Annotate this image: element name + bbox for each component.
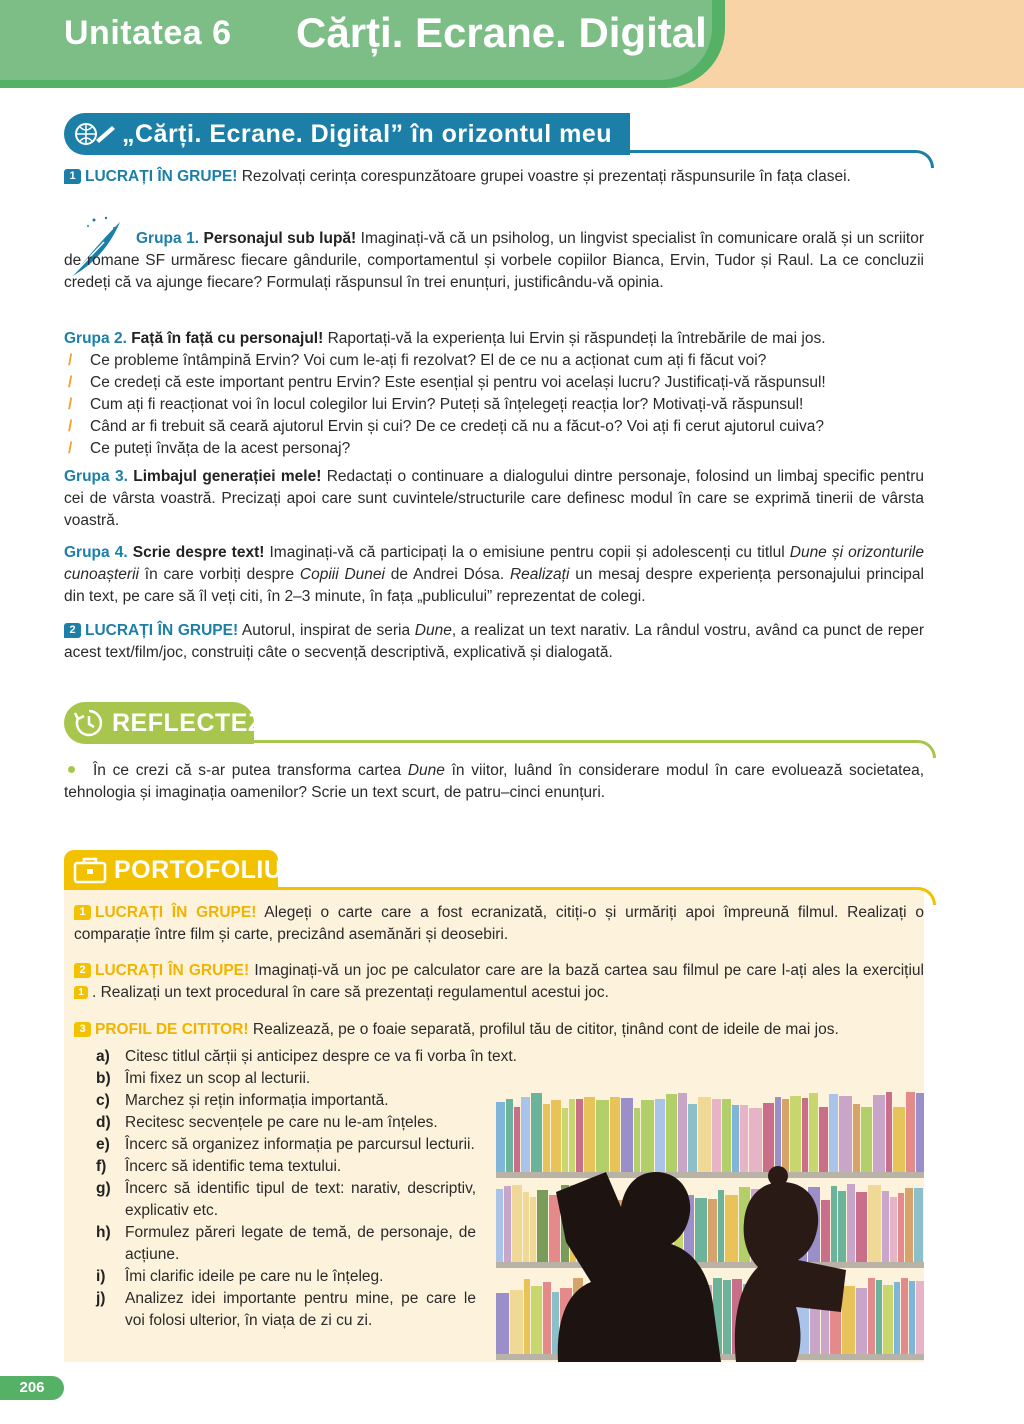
book-spine [802,1098,808,1172]
grupa-4 [64,542,924,608]
list-item [96,1068,476,1090]
instruction-label: LUCRAȚI ÎN GRUPE! [95,962,250,979]
book-spine [839,1096,852,1172]
group-label: Grupa 1. [136,230,200,247]
group-text: Redactați o continuare a dialogului dintre personaje, folosind un limbaj specific pentru cei de vârsta voastră. Precizați apoi care sunt cuvintele/structurile care definesc modul în care se exprimă tinerii de vârsta voastră. [64,468,925,529]
book-spine [695,1198,707,1262]
instruction-text: , a realizat un text narativ. La rândul vostru, având ca punct de reper acest text/film/joc, construiți câte o secvență descriptivă, explicativă și dialogată. [64,622,924,661]
item-text: Recitesc secvențele pe care nu le-am înțeles. [125,1114,438,1131]
item-letter: h) [96,1224,111,1241]
reflect-text: în viitor, luând în considerare modul în care evoluează societatea, tehnologia și imaginația oamenilor? Scrie un text scurt, de patru–cinci enunțuri. [64,762,925,801]
bookshelf-graphic [496,1092,924,1362]
exercise-number: 1 [74,905,91,920]
book-spine [829,1094,838,1172]
exercise-number: 3 [74,1022,91,1037]
book-spine [514,1107,520,1172]
book-title: Dune [407,762,445,779]
section-banner-orizont [64,113,630,155]
grupa-3 [64,466,924,532]
book-title: Dune [414,622,452,639]
book-spine [641,1100,654,1172]
book-spine [909,1281,915,1354]
instruction-text: Imaginați-vă un joc pe calculator care are la bază cartea sau filmul pe care l-ați ales la exercițiul [249,962,924,979]
group-text: Raportați-vă la experiența lui Ervin și răspundeți la întrebările de mai jos. [323,330,826,347]
book-spine [543,1104,550,1172]
list-item [96,1090,476,1112]
reflect-prompt [64,760,924,804]
shelf-board [496,1172,924,1178]
book-spine [551,1100,561,1172]
globe-pencil-icon [72,117,116,151]
book-spine [886,1092,892,1172]
book-spine [868,1278,875,1354]
show-title: Dune și orizonturile cunoașterii [64,544,924,583]
book-spine [722,1099,731,1172]
book-spine [916,1281,924,1354]
section-title: „Cărți. Ecrane. Digital” în orizontul meu [122,120,613,148]
group-title: Personajul sub lupă! [199,230,357,247]
book-spine [856,1192,867,1262]
book-spine [510,1290,523,1354]
instruction-text: Rezolvați cerința corespunzătoare grupei voastre și prezentați răspunsurile în fața clasei. [237,168,851,185]
book-spine [712,1099,721,1172]
group-text: Imaginați-vă că un psiholog, un lingvist specialist în comunicare orală și un scriitor de romane SF urmăresc fiecare gândurile, comportamentul și vorbele copiilor Bianca, Ervin, Tudor și Raul. La ce concluzii credeți că va ajunge fiecare? Formulați răspunsul în trei enunțuri, justificându-vă opinia. [64,230,925,291]
book-spine [893,1107,905,1172]
book-spine [718,1190,724,1262]
portfolio-task-3 [74,1019,924,1041]
section-title: PORTOFOLIU [114,856,283,884]
reader-profile-list [96,1046,517,1332]
exercise-1 [64,166,924,188]
book-spine [562,1108,568,1172]
book-spine [853,1104,860,1172]
book-spine [861,1107,872,1172]
group-label: Grupa 4. [64,544,128,561]
list-item [96,1178,476,1222]
book-spine [856,1288,867,1354]
book-spine [763,1103,774,1172]
instruction-text: . Realizați un text procedural în care să prezentați regulamentul acestui joc. [92,984,609,1001]
book-spine [831,1186,837,1262]
instruction-label: LUCRAȚI ÎN GRUPE! [85,168,238,185]
group-title: Față în față cu personajul! [126,330,324,347]
question-item: / Ce puteți învăța de la acest personaj? [64,438,924,460]
unit-title: Cărți. Ecrane. Digital [296,9,707,56]
book-spine [688,1104,697,1172]
group-text: Imaginați-vă că participați la o emisiune pentru copii și adolescenți cu titlul [264,544,790,561]
item-letter: b) [96,1070,111,1087]
book-spine [537,1190,548,1262]
instruction-label: LUCRAȚI ÎN GRUPE! [95,904,257,921]
group-title: Limbajul generației mele! [127,468,322,485]
book-spine [576,1099,583,1172]
book-spine [914,1188,923,1262]
book-spine [708,1199,717,1262]
item-text: Îmi fixez un scop al lecturii. [125,1070,311,1087]
page-number: 206 [0,1376,64,1400]
group-text: un mesaj despre experiența personajului principal din text, pe care să îl veți citi, în 2–3 minute, în fața „publicului” reprezentat de colegi. [64,566,924,605]
book-spine [819,1107,828,1172]
item-letter: j) [96,1290,106,1307]
portfolio-task-2 [74,960,924,1004]
item-text: Formulez păreri legate de temă, de personaje, de acțiune. [125,1224,476,1263]
book-spine [496,1102,505,1172]
section-banner-portofoliu [64,850,283,890]
briefcase-icon [72,853,108,887]
clock-refresh-icon [72,706,106,740]
item-text: Încerc să organizez informația pe parcursul lecturii. [125,1136,475,1153]
instruction-text: Autorul, inspirat de seria [238,622,415,639]
unit-label: Unitatea 6 [64,14,232,52]
book-spine [916,1093,924,1172]
bookshelf-illustration [496,1092,924,1362]
question-list [64,350,924,460]
group-label: Grupa 2. [64,330,127,347]
instruction-text: Alegeți o carte care a fost ecranizată, citiți-o și urmăriți apoi împreună filmul. Realizați o comparație între film și carte, precizând asemănări și deosebiri. [74,904,924,943]
book-spine [569,1099,575,1172]
question-item: / Ce probleme întâmpină Ervin? Voi cum le-ați fi rezolvat? El de ce nu a acționat cum ați fi făcut voi? [64,350,924,372]
book-spine [698,1097,711,1172]
group-text: de Andrei Dósa. [384,566,510,583]
item-letter: e) [96,1136,110,1153]
item-text: Marchez și rețin informația importantă. [125,1092,389,1109]
question-item: / Când ar fi trebuit să ceară ajutorul Ervin și cui? De ce credeți că nu a făcut-o? Voi ați fi cerut ajutorul cuiva? [64,416,924,438]
book-spine [725,1195,738,1262]
book-spine [524,1279,530,1354]
item-text: Citesc titlul cărții și anticipez despre ce va fi vorba în text. [125,1048,517,1065]
book-spine [882,1191,889,1262]
book-spine [838,1191,846,1262]
section-banner-reflectez [64,702,264,744]
grupa-2 [64,328,924,350]
book-spine [678,1093,687,1172]
item-letter: i) [96,1268,106,1285]
book-spine [531,1093,542,1172]
book-spine [847,1184,855,1262]
book-spine [512,1185,522,1262]
book-spine [523,1192,529,1262]
group-text-emphasis: Realizați [509,566,570,583]
list-item [96,1222,476,1266]
item-letter: d) [96,1114,111,1131]
item-text: Încerc să identific tema textului. [125,1158,342,1175]
section-rule [240,740,936,758]
exercise-number: 2 [74,963,91,978]
list-item [96,1134,476,1156]
exercise-reference: 1 [74,986,88,999]
item-text: Încerc să identific tipul de text: narativ, descriptiv, explicativ etc. [125,1180,476,1219]
book-spine [883,1285,893,1354]
book-spine [782,1099,789,1172]
question-item: / Ce credeți că este important pentru Ervin? Este esențial și pentru voi același lucru? Justificați-vă răspunsul! [64,372,924,394]
bullet-icon [68,766,75,773]
book-spine [898,1193,904,1262]
group-label: Grupa 3. [64,468,128,485]
book-spine [809,1093,818,1172]
hair-bun [768,1166,788,1186]
book-spine [740,1105,748,1172]
instruction-label: PROFIL DE CITITOR! [95,1021,249,1038]
instruction-label: LUCRAȚI ÎN GRUPE! [85,622,239,639]
exercise-number: 1 [64,169,81,184]
book-spine [749,1108,762,1172]
item-text: Îmi clarific ideile pe care nu le înțeleg. [125,1268,384,1285]
book-spine [496,1293,509,1354]
list-item [96,1288,476,1332]
book-spine [634,1108,640,1172]
book-spine [504,1186,511,1262]
item-letter: g) [96,1180,111,1197]
list-item [96,1156,476,1178]
book-spine [584,1097,595,1172]
book-spine [549,1195,560,1262]
book-spine [894,1282,900,1354]
instruction-text: Realizează, pe o foaie separată, profilul tău de cititor, ținând cont de ideile de mai jos. [248,1021,839,1038]
group-text: în care vorbiți despre [138,566,300,583]
book-spine [868,1185,881,1262]
book-spine [496,1189,503,1262]
book-spine [531,1286,542,1354]
book-spine [596,1100,609,1172]
book-spine [530,1197,536,1262]
book-spine [842,1286,855,1354]
book-spine [655,1099,665,1172]
book-spine [732,1105,739,1172]
book-spine [506,1099,513,1172]
book-spine [906,1092,915,1172]
book-title: Copiii Dunei [299,566,385,583]
list-item [96,1046,566,1068]
group-title: Scrie despre text! [127,544,265,561]
section-title: REFLECTEZ [112,709,264,737]
book-spine [621,1098,633,1172]
question-item: / Cum ați fi reacționat voi în locul colegilor lui Ervin? Puteți să înțelegeți reacția lor? Motivați-vă răspunsul! [64,394,924,416]
item-letter: a) [96,1048,110,1065]
book-spine [905,1188,913,1262]
shelf-board [496,1262,924,1268]
book-spine [775,1097,781,1172]
book-spine [821,1200,830,1262]
book-spine [723,1280,731,1354]
portfolio-task-1 [74,902,924,946]
book-spine [790,1096,801,1172]
item-letter: f) [96,1158,107,1175]
item-letter: c) [96,1092,110,1109]
item-text: Analizez idei importante pentru mine, pe care le voi folosi ulterior, în viața de zi cu zi. [125,1290,476,1329]
book-spine [521,1097,530,1172]
reflect-text: În ce crezi că s-ar putea transforma cartea [93,762,408,779]
book-spine [610,1097,620,1172]
book-spine [901,1278,908,1354]
book-spine [876,1280,882,1354]
book-spine [890,1197,897,1262]
list-item [96,1112,476,1134]
exercise-2 [64,620,924,664]
book-spine [873,1095,885,1172]
book-spine [666,1094,677,1172]
list-item [96,1266,476,1288]
exercise-number: 2 [64,623,81,638]
grupa-1 [64,228,924,294]
book-spine [543,1282,551,1354]
